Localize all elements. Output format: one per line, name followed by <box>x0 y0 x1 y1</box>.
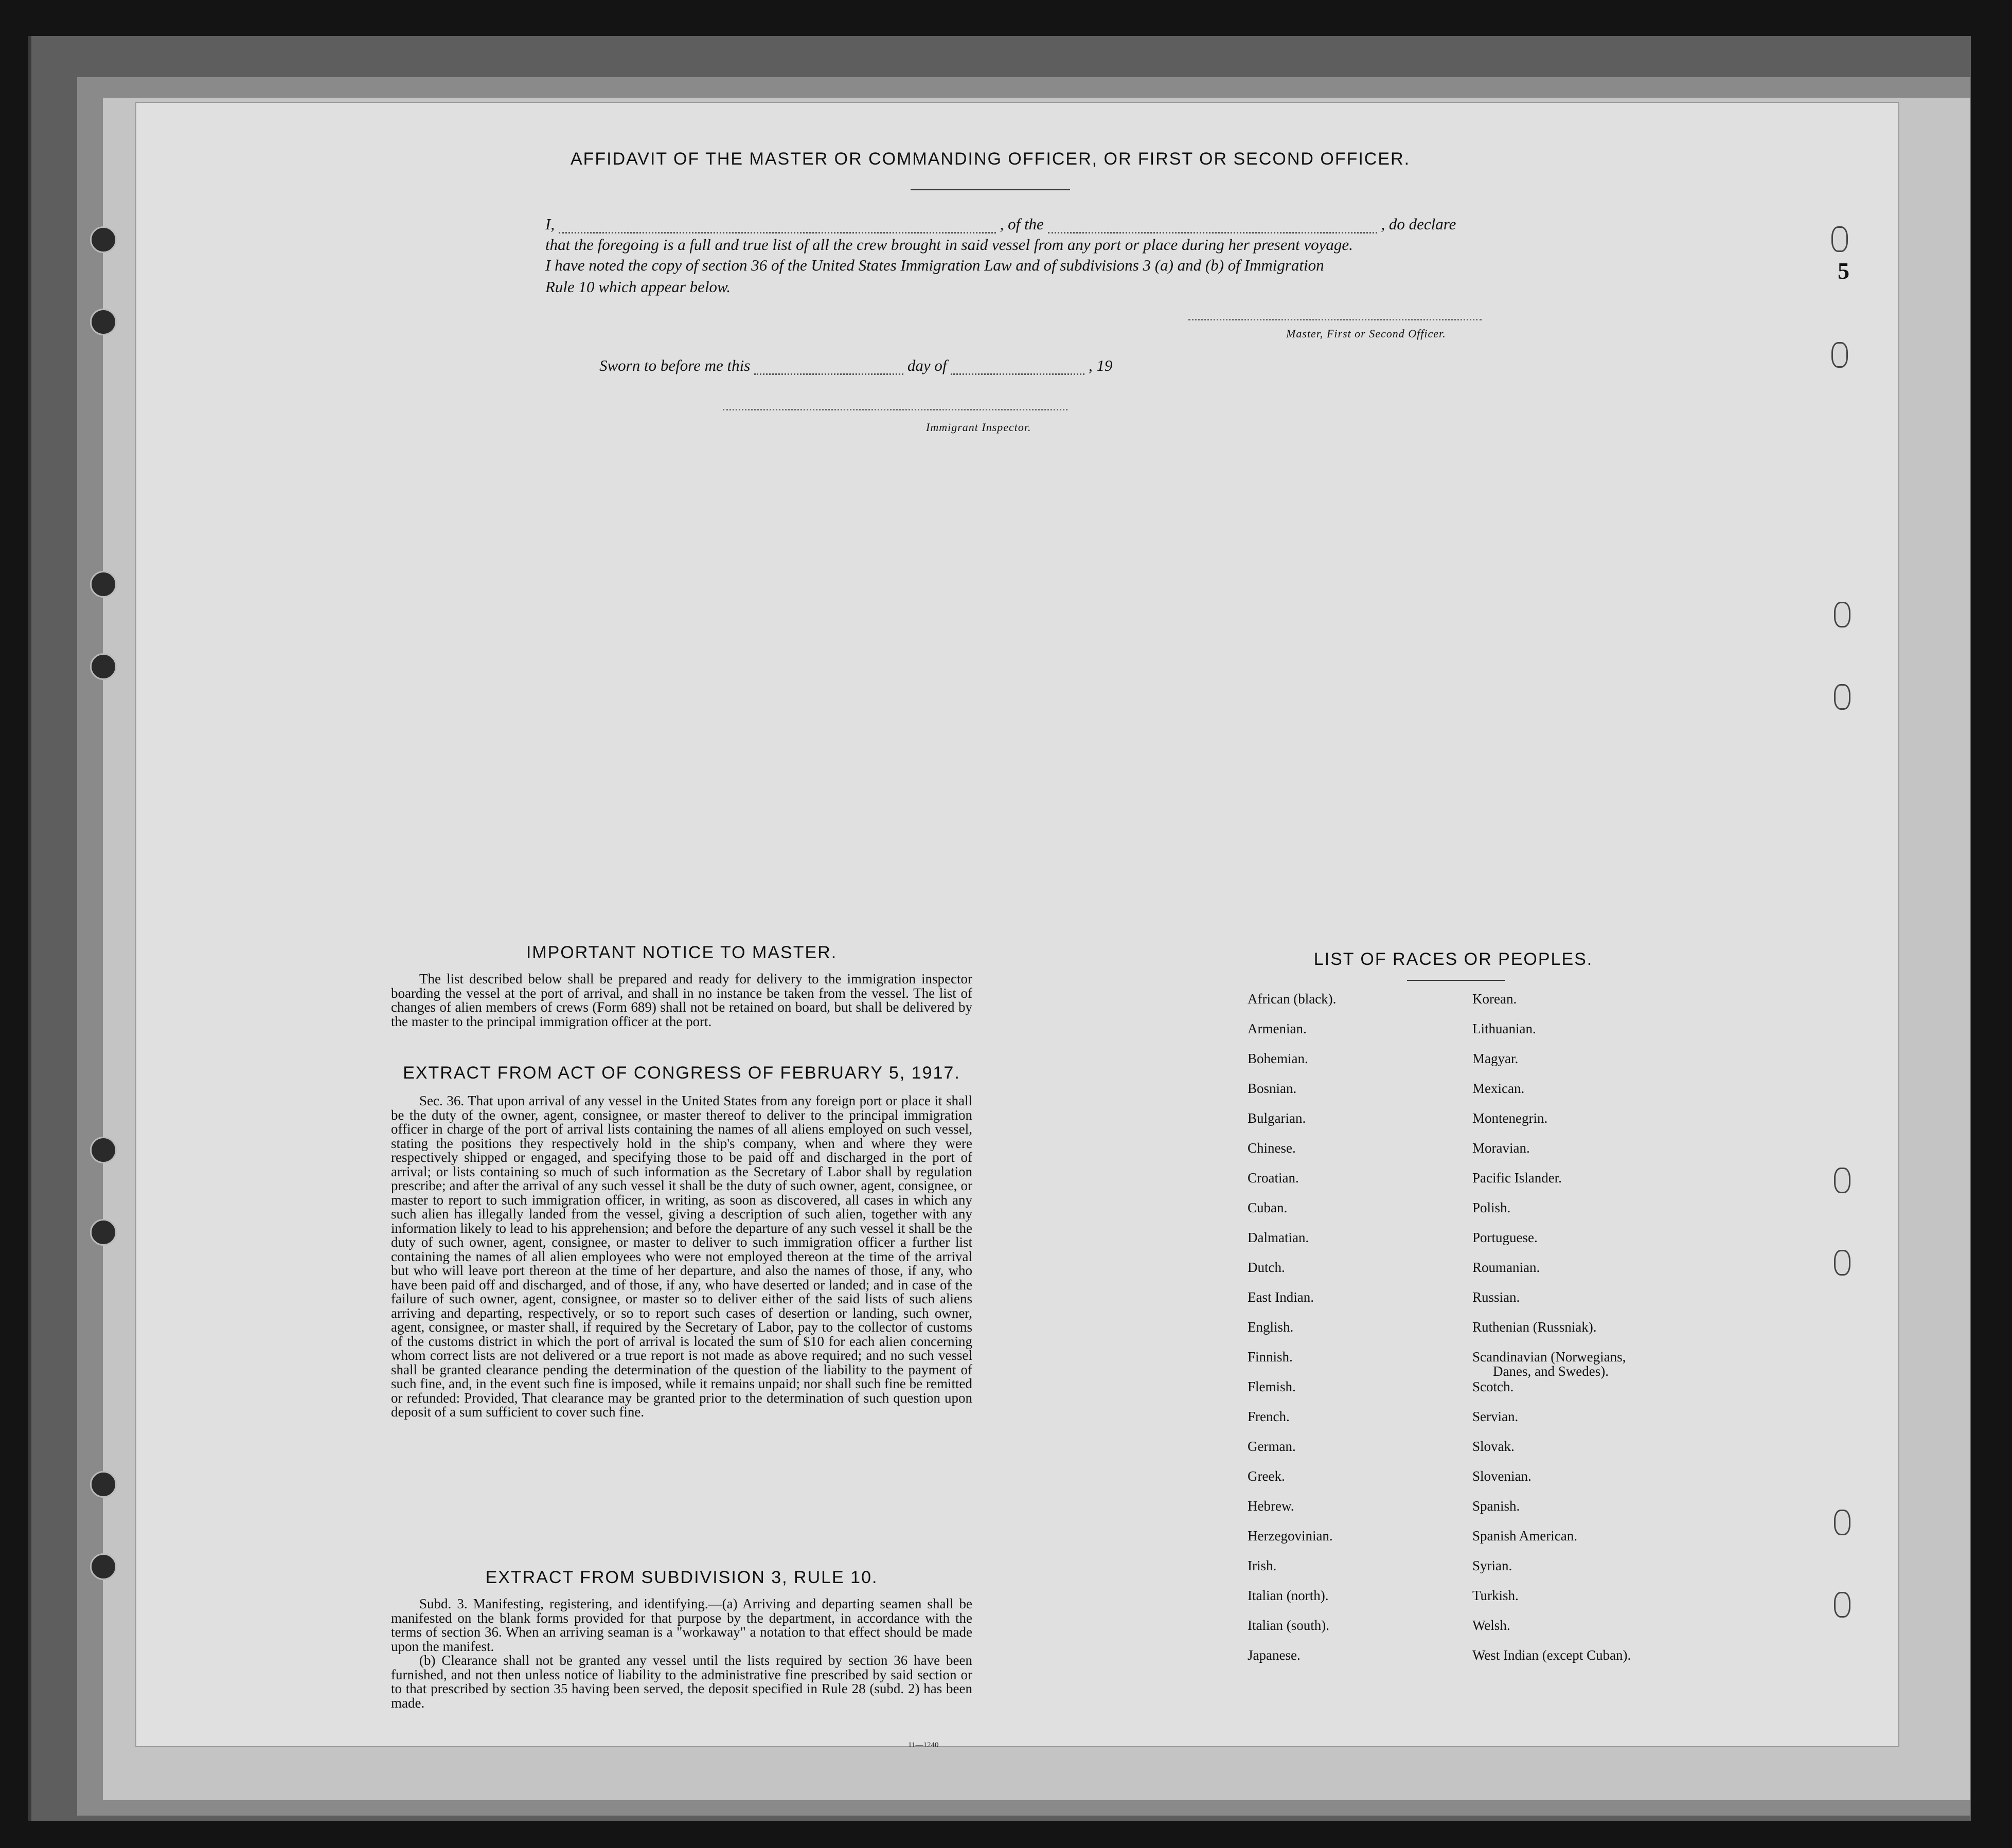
race-item: Dalmatian. <box>1248 1230 1309 1245</box>
affidavit-line-3: I have noted the copy of section 36 of the United States Immigration Law and of subdivisions 3 (a) and (b) of Immigration <box>545 256 1324 274</box>
race-item: Montenegrin. <box>1472 1110 1548 1126</box>
race-item: Lithuanian. <box>1472 1021 1536 1036</box>
punch-hole-icon <box>90 309 117 335</box>
race-item: English. <box>1248 1319 1294 1335</box>
binding-hole-icon <box>1834 684 1850 710</box>
declaration-of-the: , of the <box>1000 215 1044 233</box>
extract-act-body <box>391 1094 972 1420</box>
race-item: Croatian. <box>1248 1170 1299 1186</box>
race-item: Bosnian. <box>1248 1081 1297 1096</box>
inspector-signature-line[interactable] <box>723 409 1067 410</box>
race-item: Moravian. <box>1472 1140 1530 1156</box>
officer-signature-caption: Master, First or Second Officer. <box>1286 327 1446 340</box>
name-field[interactable] <box>559 220 996 234</box>
race-item: Welsh. <box>1472 1618 1510 1633</box>
form-number: 11—1240 <box>908 1741 939 1749</box>
race-item: Scotch. <box>1472 1379 1514 1394</box>
affidavit-title: AFFIDAVIT OF THE MASTER OR COMMANDING OFFICER, OR FIRST OR SECOND OFFICER. <box>570 149 1411 169</box>
race-item: Turkish. <box>1472 1588 1519 1603</box>
declaration-i: I, <box>545 215 555 233</box>
race-item: Servian. <box>1472 1409 1519 1424</box>
race-item: Chinese. <box>1248 1140 1296 1156</box>
races-left-column <box>1248 991 1336 1677</box>
races-heading: LIST OF RACES OR PEOPLES. <box>1313 949 1593 969</box>
affidavit-line-4: Rule 10 which appear below. <box>545 278 731 296</box>
officer-signature-line[interactable] <box>1188 319 1482 320</box>
race-item: Ruthenian (Russniak). <box>1472 1319 1597 1335</box>
race-item: German. <box>1248 1439 1296 1454</box>
binding-hole-icon <box>1834 1168 1850 1193</box>
race-item: Slovak. <box>1472 1439 1515 1454</box>
race-item: Roumanian. <box>1472 1260 1540 1275</box>
notice-text: The list described below shall be prepared and ready for delivery to the immigration inspector boarding the vessel at the port of arrival, and shall in no instance be taken from the vessel. The list of changes of alien members of crews (Form 689) shall not be retained on board, but shall be delivered by the master to the principal immigration officer at the port. <box>391 971 972 1029</box>
punch-hole-icon <box>90 1471 117 1498</box>
race-item: Italian (south). <box>1248 1618 1329 1633</box>
notice-body <box>391 972 972 1029</box>
punch-hole-icon <box>90 1219 117 1246</box>
race-item: Bulgarian. <box>1248 1110 1306 1126</box>
race-item: Dutch. <box>1248 1260 1285 1275</box>
declaration-do-declare: , do declare <box>1381 215 1456 233</box>
sworn-day-field[interactable] <box>754 361 903 375</box>
rule-para-a: Subd. 3. Manifesting, registering, and identifying.—(a) Arriving and departing seamen shall be manifested on the blank forms provided for that purpose by the department, in accordance with the terms of section 36. When an arriving seaman is a "workaway" a notation to that effect should be made upon the manifest. <box>391 1596 972 1654</box>
race-item: Flemish. <box>1248 1379 1296 1394</box>
document-sheet <box>136 103 1898 1746</box>
punch-hole-icon <box>90 653 117 680</box>
race-item: Russian. <box>1472 1289 1520 1305</box>
race-item: Mexican. <box>1472 1081 1525 1096</box>
race-item: West Indian (except Cuban). <box>1472 1647 1631 1663</box>
race-item: Greek. <box>1248 1468 1285 1484</box>
sworn-text: Sworn to before me this <box>599 356 751 374</box>
race-item: Hebrew. <box>1248 1498 1294 1514</box>
inspector-signature-caption: Immigrant Inspector. <box>926 421 1031 434</box>
race-item: Pacific Islander. <box>1472 1170 1562 1186</box>
race-item: Italian (north). <box>1248 1588 1329 1603</box>
section-36-text: Sec. 36. That upon arrival of any vessel in the United States from any foreign port or place it shall be the duty of the owner, agent, consignee, or master thereof to deliver to the principal immigration officer in charge of the port of arrival lists containing the names of all aliens employed on such vessel, stating the positions they respectively hold in the ship's company, when and where they were respectively shipped or engaged, and specifying those to be paid off and discharged in the port of arrival; or lists containing so much of such information as the Secretary of Labor shall by regulation prescribe; and after the arrival of any such vessel it shall be the duty of such owner, agent, consignee, or master to report to such immigration officer, in writing, as soon as discovered, all cases in which any such alien has illegally landed from the vessel, giving a description of such alien, together with any information likely to lead to his apprehension; and before the departure of any such vessel it shall be the duty of such owner, agent, consignee, or master to deliver to such immigration officer a further list containing the names of all alien employees who were not employed thereon at the time of the arrival but who will leave port thereon at the time of her departure, and also the names of those, if any, who have been paid off and discharged, and of those, if any, who have deserted or landed; and in case of the failure of such owner, agent, consignee, or master so to deliver either of the said lists of such aliens arriving and departing, respectively, or so to report such cases of desertion or landing, such owner, agent, consignee, or master shall, if required by the Secretary of Labor, pay to the collector of customs of the customs district in which the port of arrival is located the sum of $10 for each alien concerning whom correct lists are not delivered or a true report is not made as above required; and no such vessel shall be granted clearance pending the determination of the question of the liability to the payment of such fine, and, in the event such fine is imposed, while it remains unpaid; nor shall such fine be remitted or refunded: Provided, That clearance may be granted prior to the determination of such question upon deposit of a sum sufficient to cover such fine. <box>391 1093 972 1420</box>
race-item: Bohemian. <box>1248 1051 1308 1066</box>
punch-hole-icon <box>90 1553 117 1580</box>
race-item: Polish. <box>1472 1200 1511 1215</box>
punch-hole-icon <box>90 1137 117 1163</box>
race-item: Syrian. <box>1472 1558 1512 1573</box>
sworn-month-field[interactable] <box>951 361 1084 375</box>
declaration-line <box>545 215 1502 234</box>
race-item: African (black). <box>1248 991 1337 1007</box>
race-item: Spanish. <box>1472 1498 1520 1514</box>
day-of-text: day of <box>907 356 947 374</box>
race-item <box>1472 1349 1631 1379</box>
race-item: Portuguese. <box>1472 1230 1538 1245</box>
binding-hole-icon <box>1834 1510 1850 1535</box>
race-item: Armenian. <box>1248 1021 1307 1036</box>
binding-hole-icon <box>1831 342 1848 368</box>
race-item: Slovenian. <box>1472 1468 1532 1484</box>
binding-hole-icon <box>1834 602 1850 627</box>
race-item: Japanese. <box>1248 1647 1301 1663</box>
race-item: Irish. <box>1248 1558 1277 1573</box>
notice-heading: IMPORTANT NOTICE TO MASTER. <box>526 943 838 962</box>
race-item: Spanish American. <box>1472 1528 1577 1544</box>
page-number-mark: 5 <box>1838 258 1849 284</box>
race-item: French. <box>1248 1409 1290 1424</box>
race-item: Korean. <box>1472 991 1517 1007</box>
races-heading-underline <box>1407 980 1505 981</box>
race-item-scandinavian: Scandinavian (Norwegians, <box>1472 1349 1626 1365</box>
sworn-line <box>599 356 1556 375</box>
races-right-column <box>1472 991 1631 1677</box>
binding-hole-icon <box>1834 1592 1850 1618</box>
vessel-field[interactable] <box>1048 220 1377 234</box>
title-underline <box>911 189 1070 190</box>
binding-hole-icon <box>1831 226 1848 252</box>
extract-rule-body <box>391 1597 972 1710</box>
race-item: Finnish. <box>1248 1349 1293 1365</box>
rule-para-b: (b) Clearance shall not be granted any vessel until the lists required by section 36 have been furnished, and not then unless notice of liability to the administrative fine prescribed by said section or to that prescribed by section 35 having been served, the deposit specified in Rule 28 (subd. 2) has been made. <box>391 1653 972 1711</box>
binding-hole-icon <box>1834 1250 1850 1276</box>
race-item: Herzegovinian. <box>1248 1528 1333 1544</box>
race-item: East Indian. <box>1248 1289 1314 1305</box>
race-item-scandinavian-cont: Danes, and Swedes). <box>1493 1363 1609 1379</box>
race-item: Cuban. <box>1248 1200 1288 1215</box>
extract-act-heading: EXTRACT FROM ACT OF CONGRESS OF FEBRUARY 5, 1917. <box>403 1063 960 1083</box>
extract-rule-heading: EXTRACT FROM SUBDIVISION 3, RULE 10. <box>485 1568 878 1587</box>
punch-hole-icon <box>90 571 117 598</box>
race-item: Magyar. <box>1472 1051 1519 1066</box>
affidavit-line-2: that the foregoing is a full and true list of all the crew brought in said vessel from any port or place during her present voyage. <box>545 236 1353 254</box>
year-prefix: , 19 <box>1088 356 1113 374</box>
punch-hole-icon <box>90 226 117 253</box>
